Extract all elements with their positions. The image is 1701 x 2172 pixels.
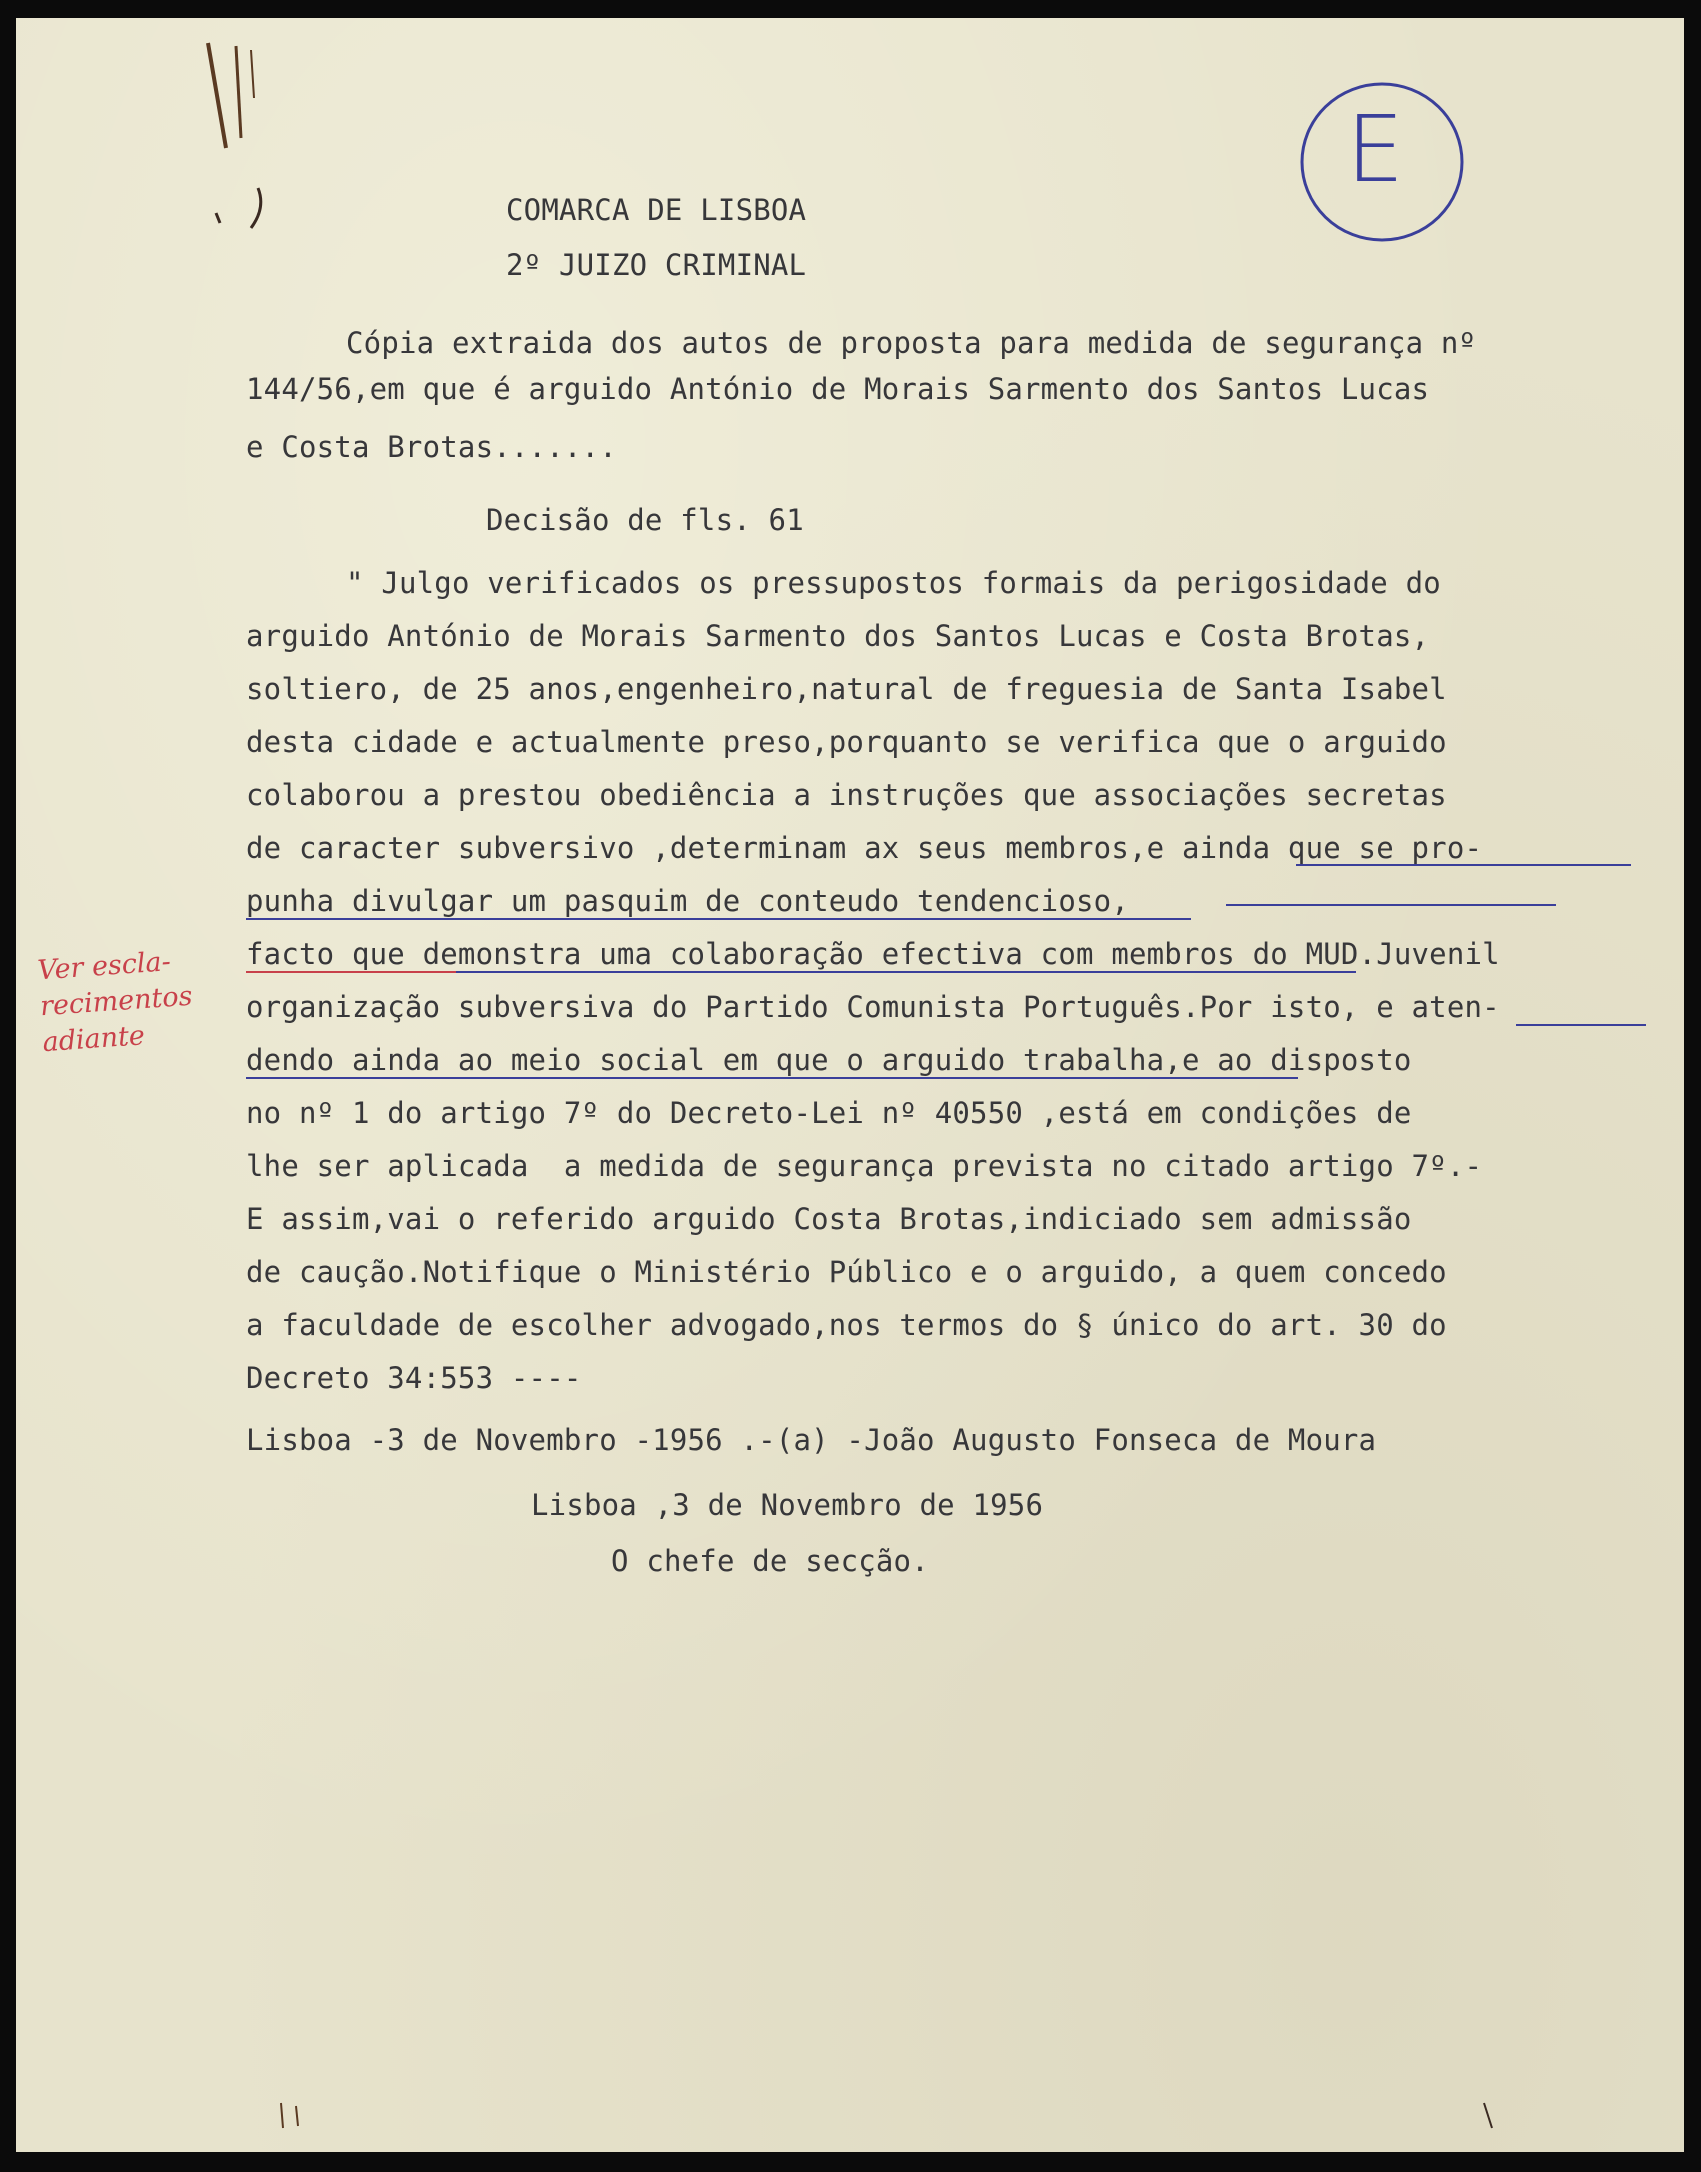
corner-mark-letter: E — [1346, 96, 1405, 203]
body-line: soltiero, de 25 anos,engenheiro,natural de freguesia de Santa Isabel — [246, 672, 1447, 706]
body-line: desta cidade e actualmente preso,porquanto se verifica que o arguido — [246, 725, 1447, 759]
margin-note-line: adiante — [41, 1020, 146, 1059]
intro-line: Cópia extraida dos autos de proposta para medida de segurança nº — [346, 326, 1477, 360]
intro-line: 144/56,em que é arguido António de Morais Sarmento dos Santos Lucas — [246, 372, 1430, 406]
body-line: de caracter subversivo ,determinam ax seus membros,e ainda que se pro- — [246, 831, 1483, 865]
body-line: E assim,vai o referido arguido Costa Brotas,indiciado sem admissão — [246, 1202, 1412, 1236]
margin-note-line: recimentos — [39, 980, 194, 1023]
pen-underline — [456, 971, 1356, 973]
body-line: organização subversiva do Partido Comunista Português.Por isto, e aten- — [246, 990, 1500, 1024]
pencil-tick-icon — [1476, 2098, 1506, 2138]
body-line: de caução.Notifique o Ministério Público e o arguido, a quem concedo — [246, 1255, 1447, 1289]
closing-signatory: O chefe de secção. — [611, 1544, 929, 1578]
body-line: no nº 1 do artigo 7º do Decreto-Lei nº 40550 ,está em condições de — [246, 1096, 1412, 1130]
pencil-scratch-icon — [196, 38, 326, 238]
intro-line: e Costa Brotas....... — [246, 430, 617, 464]
margin-note — [36, 943, 196, 1061]
pen-underline-red — [246, 971, 456, 973]
closing-place-date: Lisboa ,3 de Novembro de 1956 — [531, 1488, 1044, 1522]
pen-underline — [1226, 904, 1556, 906]
body-line: facto que demonstra uma colaboração efectiva com membros do MUD.Juvenil — [246, 937, 1500, 971]
pen-underline — [246, 918, 1191, 920]
pen-underline — [1516, 1024, 1646, 1026]
court-name: COMARCA DE LISBOA — [506, 193, 807, 227]
signature-line: Lisboa -3 de Novembro -1956 .-(a) -João Augusto Fonseca de Moura — [246, 1423, 1377, 1457]
pen-underline — [246, 1077, 1298, 1079]
document-page — [16, 18, 1684, 2152]
decision-title: Decisão de fls. 61 — [486, 503, 804, 537]
body-line: colaborou a prestou obediência a instruções que associações secretas — [246, 778, 1447, 812]
body-line: dendo ainda ao meio social em que o arguido trabalha,e ao disposto — [246, 1043, 1412, 1077]
pen-underline — [1296, 864, 1631, 866]
pencil-dot-icon — [271, 2098, 331, 2138]
body-line: lhe ser aplicada a medida de segurança prevista no citado artigo 7º.- — [246, 1149, 1483, 1183]
body-line: a faculdade de escolher advogado,nos termos do § único do art. 30 do — [246, 1308, 1447, 1342]
body-line: Decreto 34:553 ---- — [246, 1361, 582, 1395]
body-line: arguido António de Morais Sarmento dos Santos Lucas e Costa Brotas, — [246, 619, 1430, 653]
body-line: punha divulgar um pasquim de conteudo tendencioso, — [246, 884, 1129, 918]
body-line: " Julgo verificados os pressupostos formais da perigosidade do — [346, 566, 1441, 600]
court-section: 2º JUIZO CRIMINAL — [506, 248, 807, 282]
margin-note-line: Ver escla- — [36, 946, 172, 987]
